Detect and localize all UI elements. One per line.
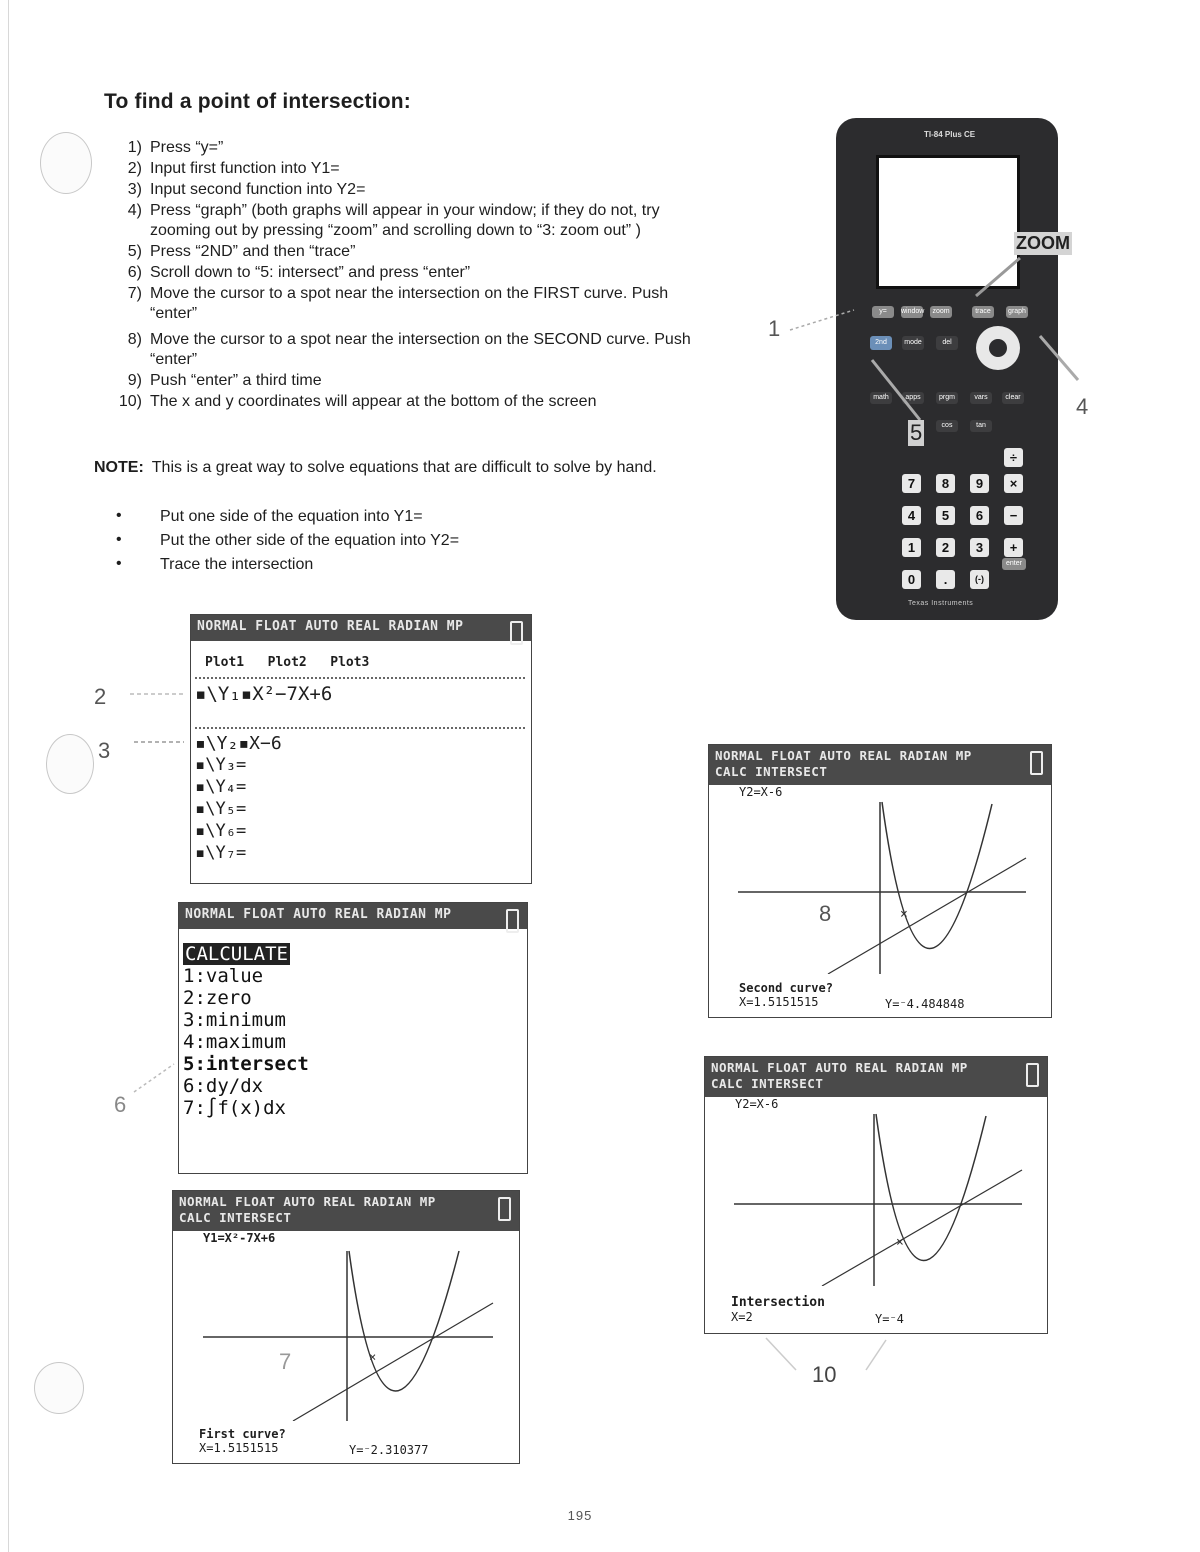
menu-item-intersect[interactable]: 5:intersect [183,1053,309,1075]
step-item: 10) The x and y coordinates will appear at the bottom of the screen [118,393,597,410]
graph-y-value: Y=⁻2.310377 [349,1443,429,1457]
y6-line: ▪\Y₆= [195,821,247,841]
yeq-callout-arrows [110,680,190,760]
key-zoom: zoom [930,306,952,318]
key-6: 6 [970,506,989,525]
key-7: 7 [902,474,921,493]
steps-list [112,138,712,413]
key-0: 0 [902,570,921,589]
key-del: del [936,336,958,350]
y2-line: ▪\Y₂▪X−6 [195,733,282,754]
callout-arrows [760,240,1100,440]
status-bar: NORMAL FLOAT AUTO REAL RADIAN MP CALC INTERSECT [709,745,1051,785]
graph-prompt: Second curve? [739,981,833,995]
page-title: To find a point of intersection: [104,90,411,113]
calculate-menu-screen [178,902,528,1174]
graph-x-value: X=1.5151515 [739,995,819,1009]
key-8: 8 [936,474,955,493]
key-plus: + [1004,538,1023,557]
y4-line: ▪\Y₄= [195,777,247,797]
binder-hole-middle [46,734,94,794]
bullet-item: • Trace the intersection [116,556,459,580]
dotted-divider [195,727,525,729]
key-y-equals: y= [872,306,894,318]
graph-first-curve [172,1190,520,1464]
battery-icon [1026,1063,1039,1087]
note-bullets [116,508,459,580]
key-apps: apps [902,392,924,404]
key-negative: (-) [970,570,989,589]
graph-x-value: X=1.5151515 [199,1441,279,1455]
graph-plot [704,1106,1046,1286]
svg-text:×: × [896,1235,904,1250]
result-callout-arrows [756,1334,896,1384]
graph-func-label: Y2=X-6 [735,1097,779,1111]
step-item: 9) Push “enter” a third time [127,372,322,389]
menu-item-maximum[interactable]: 4:maximum [183,1031,286,1053]
page-number: 195 [567,1508,593,1523]
menu-item-value[interactable]: 1:value [183,965,264,987]
graph-plot [173,1241,519,1421]
menu-item-dydx[interactable]: 6:dy/dx [183,1075,264,1097]
graph-prompt: First curve? [199,1427,286,1441]
key-vars: vars [970,392,992,404]
key-minus: − [1004,506,1023,525]
key-2nd: 2nd [870,336,892,350]
y1-line: ▪\Y₁▪X²−7X+6 [195,683,333,705]
key-1: 1 [902,538,921,557]
graph-func-label: Y2=X-6 [739,785,783,799]
step-item: 1) Press “y=” [127,139,224,156]
step-item: 7) Move the cursor to a spot near the intersection on the FIRST curve. Push “enter” [127,285,669,322]
status-bar: NORMAL FLOAT AUTO REAL RADIAN MP [179,903,527,929]
status-bar: NORMAL FLOAT AUTO REAL RADIAN MP [191,615,531,641]
brand-label: Texas Instruments [908,600,974,607]
step-item: 4) Press “graph” (both graphs will appear in your window; if they do not, try zooming out by pressing “zoom” and scrolling down to “3: zoom out” ) [127,202,660,239]
calc-callout-5: 5 [910,420,923,445]
note-label: NOTE: [94,459,144,476]
binder-hole-bottom [34,1362,84,1414]
battery-icon [510,621,523,645]
status-bar: NORMAL FLOAT AUTO REAL RADIAN MP CALC INTERSECT [705,1057,1047,1097]
key-9: 9 [970,474,989,493]
note [94,459,714,477]
graph-callout-10: 10 [812,1362,837,1387]
calc-callout-4: 4 [1076,394,1089,419]
svg-text:×: × [369,1350,377,1364]
key-prgm: prgm [936,392,958,404]
battery-icon [498,1197,511,1221]
key-window: window [901,306,923,318]
graph-func-label: Y1=X²-7X+6 [203,1231,276,1245]
key-divide: ÷ [1004,448,1023,467]
bullet-item: • Put one side of the equation into Y1= [116,508,459,532]
key-enter: enter [1002,558,1026,570]
note-text: This is a great way to solve equations that are difficult to solve by hand. [151,459,657,476]
menu-item-minimum[interactable]: 3:minimum [183,1009,286,1031]
battery-icon [1030,751,1043,775]
key-trace: trace [972,306,994,318]
battery-icon [506,909,519,933]
menu-callout-6: 6 [114,1092,127,1117]
binder-hole-top [40,132,92,194]
graph-plot [708,794,1050,974]
graph-prompt: Intersection [731,1295,825,1310]
zoom-callout-label: ZOOM [1016,233,1070,253]
key-decimal: . [936,570,955,589]
key-graph: graph [1006,306,1028,318]
key-mode: mode [902,336,924,350]
graph-y-value: Y=⁻4.484848 [885,997,965,1011]
key-tan: tan [970,420,992,432]
y5-line: ▪\Y₅= [195,799,247,819]
menu-item-integral[interactable]: 7:∫f(x)dx [183,1097,286,1119]
graph-x-value: X=2 [731,1310,753,1324]
y3-line: ▪\Y₃= [195,755,247,775]
yeq-callout-3: 3 [98,738,111,763]
key-5: 5 [936,506,955,525]
graph-callout-7: 7 [279,1349,292,1374]
svg-text:×: × [900,907,908,922]
step-item: 6) Scroll down to “5: intersect” and press “enter” [127,264,471,281]
step-item: 8) Move the cursor to a spot near the intersection on the SECOND curve. Push “enter” [127,331,691,368]
menu-item-zero[interactable]: 2:zero [183,987,252,1009]
step-item: 3) Input second function into Y2= [127,181,366,198]
menu-callout-arrow [130,1058,180,1098]
yeq-callout-2: 2 [94,684,107,709]
step-item: 2) Input first function into Y1= [127,160,340,177]
y7-line: ▪\Y₇= [195,843,247,863]
status-bar: NORMAL FLOAT AUTO REAL RADIAN MP CALC INTERSECT [173,1191,519,1231]
calculator-model: TI-84 Plus CE [924,130,976,139]
page-binding-line [8,0,9,1552]
key-3: 3 [970,538,989,557]
key-math: math [870,392,892,404]
key-multiply: × [1004,474,1023,493]
bullet-item: • Put the other side of the equation into Y2= [116,532,459,556]
key-4: 4 [902,506,921,525]
calc-callout-1: 1 [768,316,781,341]
plot-row: Plot1 Plot2 Plot3 [205,655,370,670]
key-cos: cos [936,420,958,432]
key-2: 2 [936,538,955,557]
dotted-divider [195,677,525,679]
graph-y-value: Y=⁻4 [875,1312,904,1326]
menu-heading: CALCULATE [185,943,288,965]
key-clear: clear [1002,392,1024,404]
y-equals-screen [190,614,532,884]
calculate-menu [183,943,309,1119]
graph-callout-8: 8 [819,901,832,926]
step-item: 5) Press “2ND” and then “trace” [127,243,356,260]
